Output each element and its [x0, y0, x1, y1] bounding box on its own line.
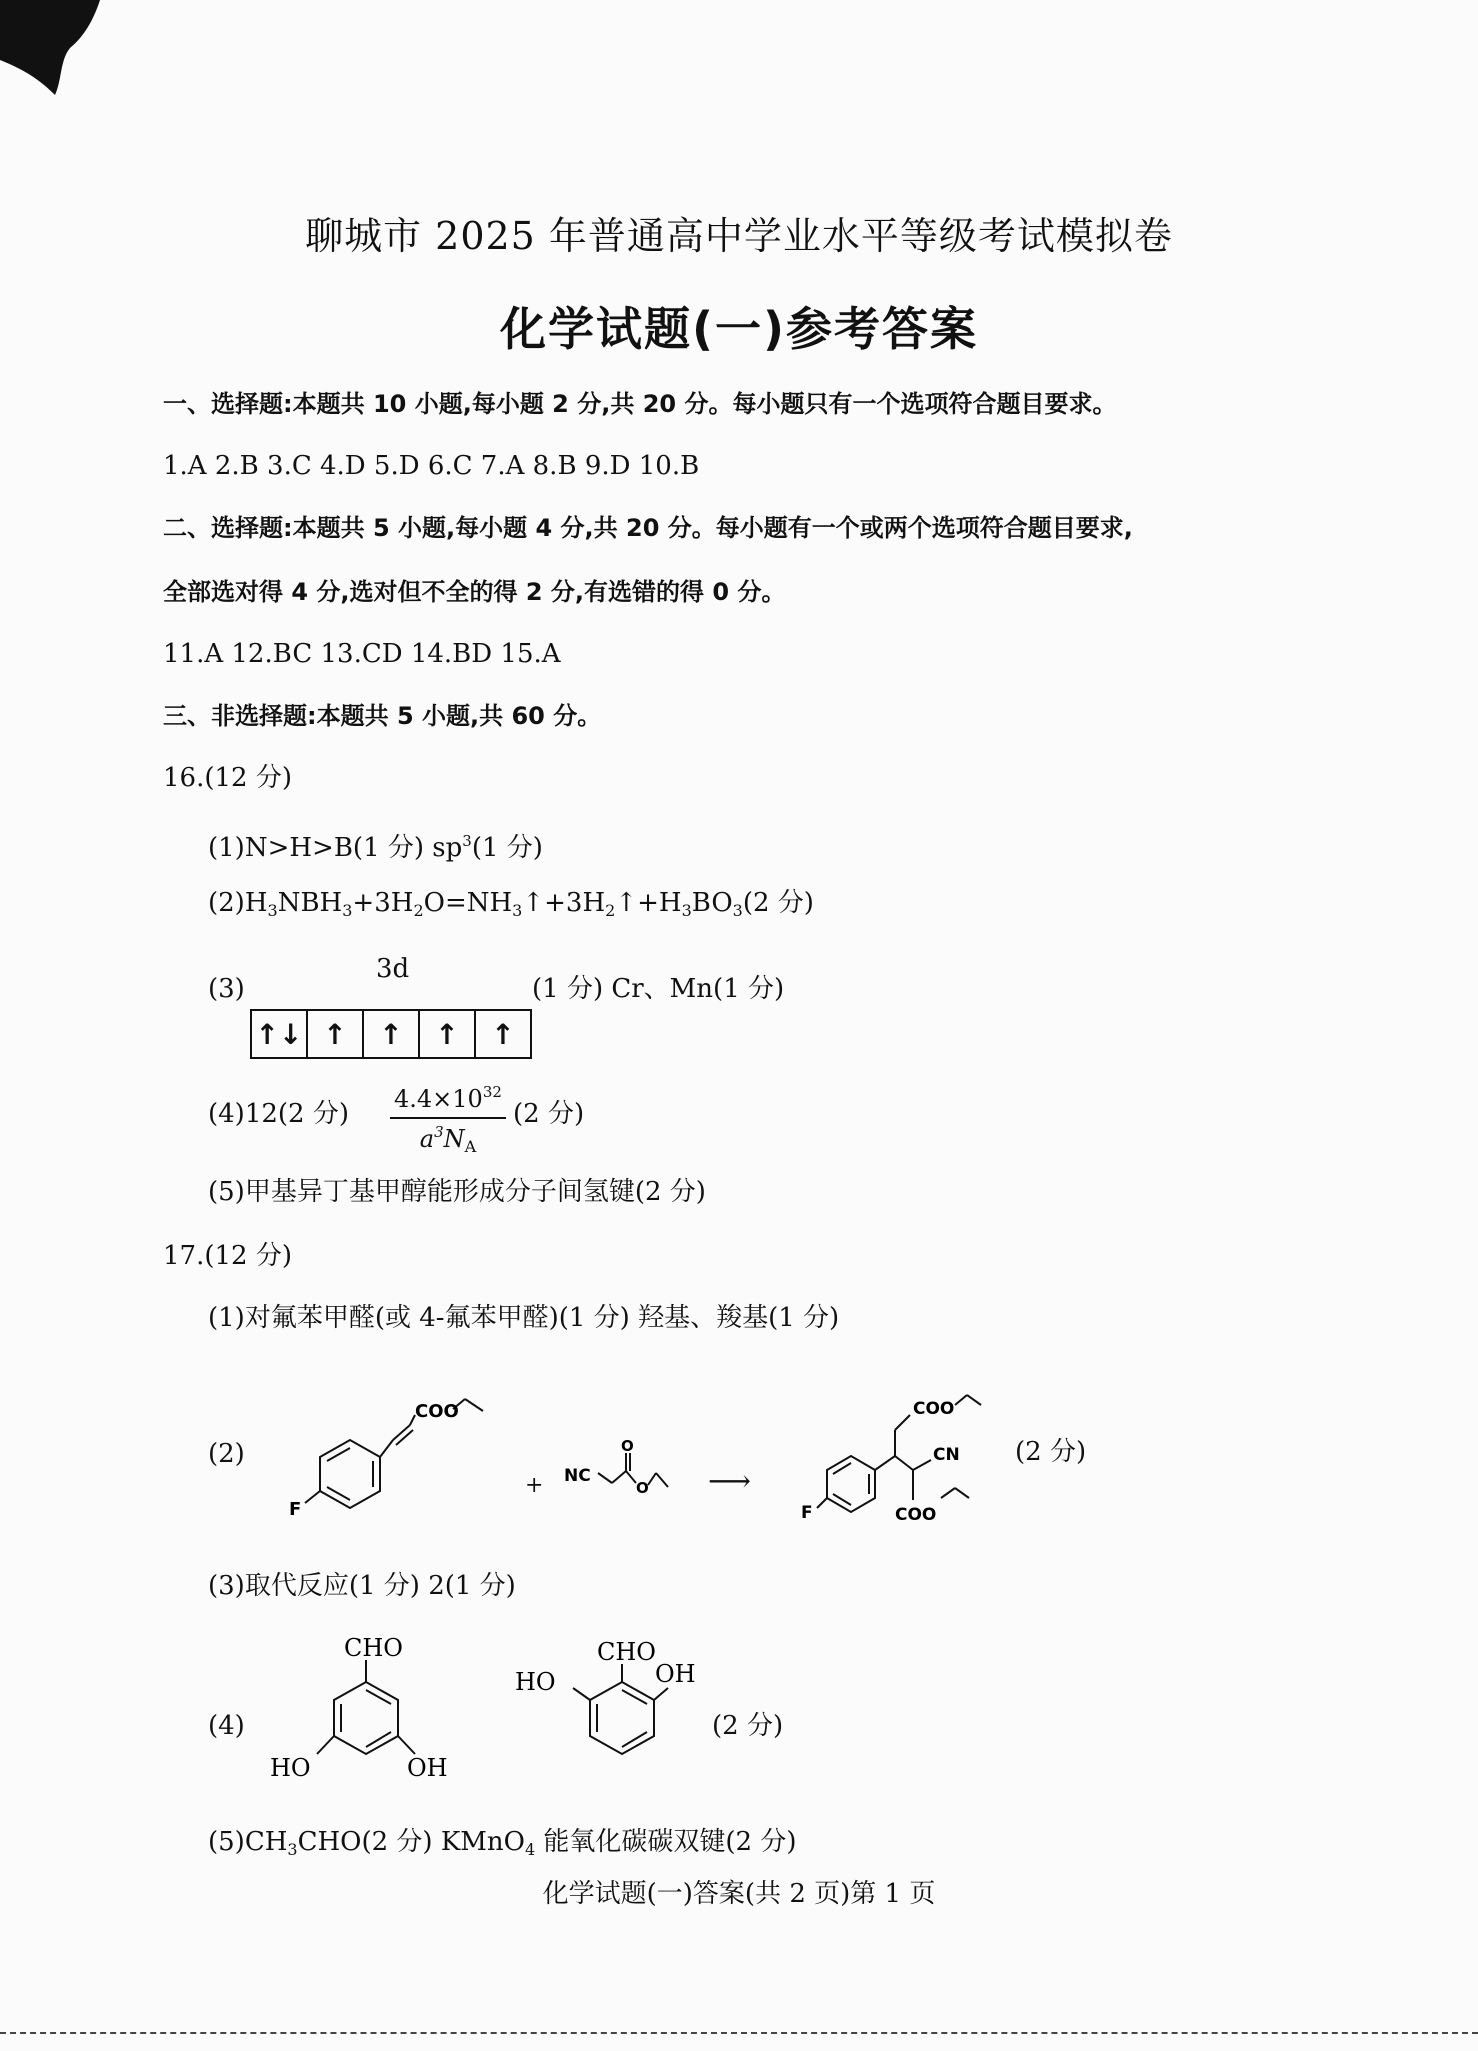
- group-coo: COO: [913, 1399, 955, 1419]
- section1-heading: 一、选择题:本题共 10 小题,每小题 2 分,共 20 分。每小题只有一个选项符合题目要求。: [163, 390, 1117, 418]
- group-oh: OH: [655, 1660, 696, 1688]
- eq-seg: +3H: [352, 888, 414, 918]
- q17-part3: (3)取代反应(1 分) 2(1 分): [208, 1571, 516, 1601]
- q16-part4-prefix: (4)12(2 分): [208, 1099, 350, 1129]
- section2-heading: 二、选择题:本题共 5 小题,每小题 4 分,共 20 分。每小题有一个或两个选项符合题目要求,: [163, 514, 1133, 542]
- eq-seg: BO: [691, 888, 733, 918]
- eq-sub: 2: [605, 901, 616, 920]
- den-sup: 3: [434, 1123, 444, 1141]
- orbital-cell: ↑: [364, 1011, 420, 1057]
- group-f: F: [801, 1503, 813, 1523]
- eq-sub: 3: [512, 901, 523, 920]
- eq-sub: 3: [732, 901, 743, 920]
- q17-label: 17.(12 分): [163, 1241, 292, 1271]
- q16-part1-sup: 3: [462, 832, 472, 850]
- group-o: O: [636, 1479, 649, 1497]
- den-n: N: [443, 1125, 465, 1153]
- q17-part2-score: (2 分): [1015, 1437, 1087, 1467]
- group-cho: CHO: [597, 1638, 656, 1666]
- orbital-cell: ↑: [308, 1011, 364, 1057]
- q16-part4-suffix: (2 分): [513, 1099, 585, 1129]
- orbital-cell: ↑↓: [252, 1011, 308, 1057]
- q16-part2-equation: [208, 887, 814, 927]
- q16-part3-prefix: (3): [208, 974, 245, 1004]
- eq-seg: NBH: [277, 888, 343, 918]
- reactant1-structure: [275, 1385, 505, 1525]
- plus-sign: +: [525, 1473, 544, 1498]
- page-footer: 化学试题(一)答案(共 2 页)第 1 页: [542, 1879, 936, 1909]
- q16-part1-tail: (1 分): [471, 833, 543, 863]
- group-oh: OH: [407, 1754, 448, 1782]
- reaction-arrow: ⟶: [708, 1464, 752, 1499]
- orbital-3d-label: 3d: [376, 954, 410, 984]
- orbital-cell: ↑: [491, 1017, 515, 1051]
- p5-sub: 3: [287, 1840, 298, 1859]
- isomer1-structure: [262, 1632, 472, 1782]
- q16-part1-text: (1)N>H>B(1 分) sp: [208, 833, 463, 863]
- fraction-numerator: [390, 1083, 506, 1119]
- eq-seg: (2)H: [208, 888, 268, 918]
- q16-label: 16.(12 分): [163, 763, 292, 793]
- p5-seg: (5)CH: [208, 1827, 288, 1857]
- orbital-cell: ↑: [420, 1011, 476, 1057]
- group-ho: HO: [515, 1668, 556, 1696]
- numerator-text: 4.4×10: [394, 1085, 483, 1113]
- group-ho: HO: [270, 1754, 311, 1782]
- eq-sub: 2: [413, 901, 424, 920]
- isomer2-structure: [505, 1632, 715, 1782]
- orbital-diagram: [250, 1009, 532, 1059]
- eq-sub: 3: [267, 901, 278, 920]
- density-fraction: [390, 1083, 506, 1156]
- group-f: F: [289, 1499, 302, 1520]
- numerator-sup: 32: [482, 1083, 502, 1101]
- product-structure: [795, 1370, 1025, 1530]
- exam-title: 聊城市 2025 年普通高中学业水平等级考试模拟卷: [305, 214, 1173, 258]
- eq-seg: ↑+H: [615, 888, 682, 918]
- q17-part4-score: (2 分): [712, 1711, 784, 1741]
- q16-part5: (5)甲基异丁基甲醇能形成分子间氢键(2 分): [208, 1177, 706, 1207]
- group-o: O: [621, 1437, 634, 1455]
- section3-heading: 三、非选择题:本题共 5 小题,共 60 分。: [163, 702, 602, 730]
- eq-sub: 3: [342, 901, 353, 920]
- q16-part3-suffix: (1 分) Cr、Mn(1 分): [532, 974, 785, 1004]
- group-cn: CN: [933, 1445, 960, 1465]
- eq-seg: O=NH: [423, 888, 513, 918]
- group-coo: COO: [895, 1505, 937, 1525]
- den-a: a: [419, 1125, 435, 1153]
- perforation-line: [0, 2032, 1478, 2034]
- group-coo: COO: [415, 1401, 459, 1422]
- q16-part1: [208, 825, 543, 864]
- group-nc: NC: [564, 1466, 591, 1486]
- exam-subtitle: 化学试题(一)参考答案: [499, 302, 979, 356]
- section2-heading-cont: 全部选对得 4 分,选对但不全的得 2 分,有选错的得 0 分。: [163, 578, 786, 606]
- q17-part1: (1)对氟苯甲醛(或 4-氟苯甲醛)(1 分) 羟基、羧基(1 分): [208, 1303, 840, 1333]
- eq-sub: 3: [681, 901, 692, 920]
- p5-sub: 4: [524, 1840, 536, 1859]
- p5-seg: 能氧化碳碳双键(2 分): [535, 1827, 797, 1857]
- scan-corner-shadow: [0, 0, 110, 100]
- p5-seg: CHO(2 分) KMnO: [297, 1827, 525, 1857]
- q17-part2-prefix: (2): [208, 1439, 245, 1469]
- eq-seg: ↑+3H: [522, 888, 606, 918]
- q17-part5: [208, 1826, 797, 1866]
- reactant2-structure: [560, 1435, 690, 1525]
- fraction-denominator: [390, 1119, 506, 1156]
- eq-seg: (2 分): [742, 888, 814, 918]
- group-cho: CHO: [344, 1634, 403, 1662]
- section2-answers: 11.A 12.BC 13.CD 14.BD 15.A: [163, 639, 561, 669]
- den-sub: A: [464, 1137, 477, 1156]
- q17-part4-prefix: (4): [208, 1711, 245, 1741]
- section1-answers: 1.A 2.B 3.C 4.D 5.D 6.C 7.A 8.B 9.D 10.B: [163, 451, 700, 481]
